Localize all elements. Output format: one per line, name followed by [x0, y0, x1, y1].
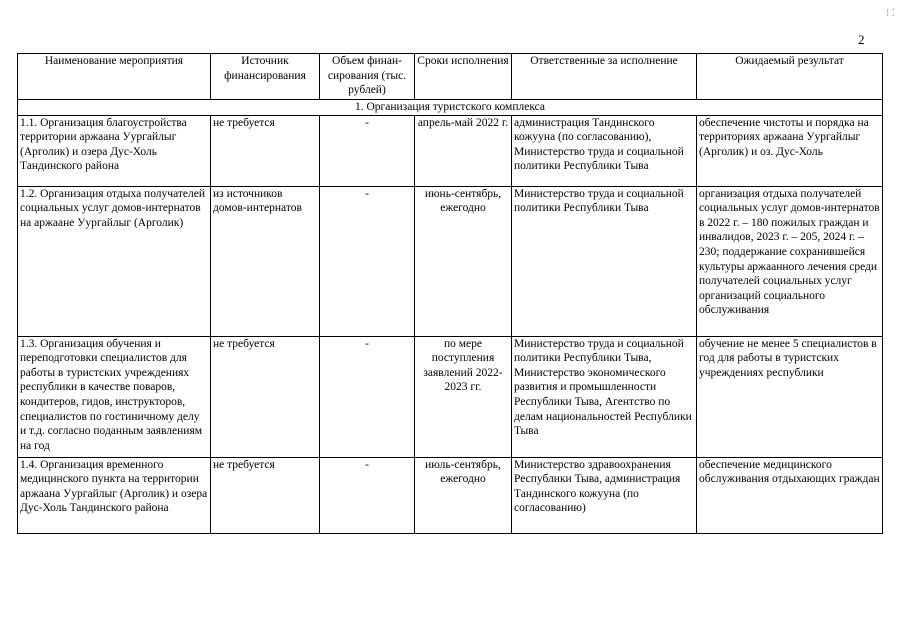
header-funding-amount: Объем финансирования (тыс. рублей) [320, 54, 415, 100]
table-row [18, 186, 883, 336]
section-row [18, 100, 883, 116]
deadline-cell: по мере поступления заявлений 2022-2023 гг. [415, 336, 512, 457]
action-plan-table [17, 53, 883, 534]
header-deadline: Сроки исполнения [415, 54, 512, 100]
header-funding-source: Источник финансирования [211, 54, 320, 100]
responsible-cell: Министерство труда и социальной политики Республики Тыва [512, 186, 697, 336]
funding-source-cell: не требуется [211, 115, 320, 186]
expected-result-cell: обучение не менее 5 специалистов в год для работы в туристских учреждениях республики [697, 336, 883, 457]
event-name-cell: 1.3. Организация обучения и переподготовки специалистов для работы в туристских учреждениях республики в качестве поваров, кондитеров, гидов, инструкторов, специалистов по гостиничному делу и т.д. согласно поданным заявлениям на год [18, 336, 211, 457]
table-row [18, 457, 883, 533]
table-row [18, 336, 883, 457]
header-row [18, 54, 883, 100]
header-responsible: Ответственные за исполнение [512, 54, 697, 100]
scan-mark: ⁝ ⁚ [886, 8, 895, 19]
deadline-cell: апрель-май 2022 г. [415, 115, 512, 186]
funding-source-cell: из источников домов-интернатов [211, 186, 320, 336]
expected-result-cell: обеспечение медицинского обслуживания отдыхающих граждан [697, 457, 883, 533]
funding-amount-cell: - [320, 336, 415, 457]
event-name-cell: 1.4. Организация временного медицинского пункта на территории аржаана Уургайлыг (Арголик) и озера Дус-Холь Тандинского района [18, 457, 211, 533]
expected-result-cell: организация отдыха получателей социальных услуг домов-интернатов в 2022 г. – 180 пожилых граждан и инвалидов, 2023 г. – 205, 2024 г. – 230; поддержание сохранившейся культуры аржаанного лечения среди получателей социальных услуг организаций социального обслуживания [697, 186, 883, 336]
responsible-cell: Министерство здравоохранения Республики Тыва, администрация Тандинского кожууна (по согласованию) [512, 457, 697, 533]
funding-amount-cell: - [320, 115, 415, 186]
event-name-cell: 1.2. Организация отдыха получателей социальных услуг домов-интернатов на аржаане Уургайлыг (Арголик) [18, 186, 211, 336]
section-title: 1. Организация туристского комплекса [18, 100, 883, 116]
table-row [18, 115, 883, 186]
page-number: 2 [858, 32, 865, 47]
deadline-cell: июнь-сентябрь, ежегодно [415, 186, 512, 336]
funding-amount-cell: - [320, 457, 415, 533]
event-name-cell: 1.1. Организация благоустройства территории аржаана Уургайлыг (Арголик) и озера Дус-Холь Тандинского района [18, 115, 211, 186]
funding-amount-cell: - [320, 186, 415, 336]
expected-result-cell: обеспечение чистоты и порядка на территориях аржаана Уургайлыг (Арголик) и оз. Дус-Холь [697, 115, 883, 186]
header-event-name: Наименование мероприятия [18, 54, 211, 100]
header-expected-result: Ожидаемый результат [697, 54, 883, 100]
funding-source-cell: не требуется [211, 336, 320, 457]
responsible-cell: Министерство труда и социальной политики Республики Тыва, Министерство экономического развития и промышленности Республики Тыва, Агентство по делам национальностей Республики Тыва [512, 336, 697, 457]
funding-source-cell: не требуется [211, 457, 320, 533]
deadline-cell: июль-сентябрь, ежегодно [415, 457, 512, 533]
responsible-cell: администрация Тандинского кожууна (по согласованию), Министерство труда и социальной политики Республики Тыва [512, 115, 697, 186]
